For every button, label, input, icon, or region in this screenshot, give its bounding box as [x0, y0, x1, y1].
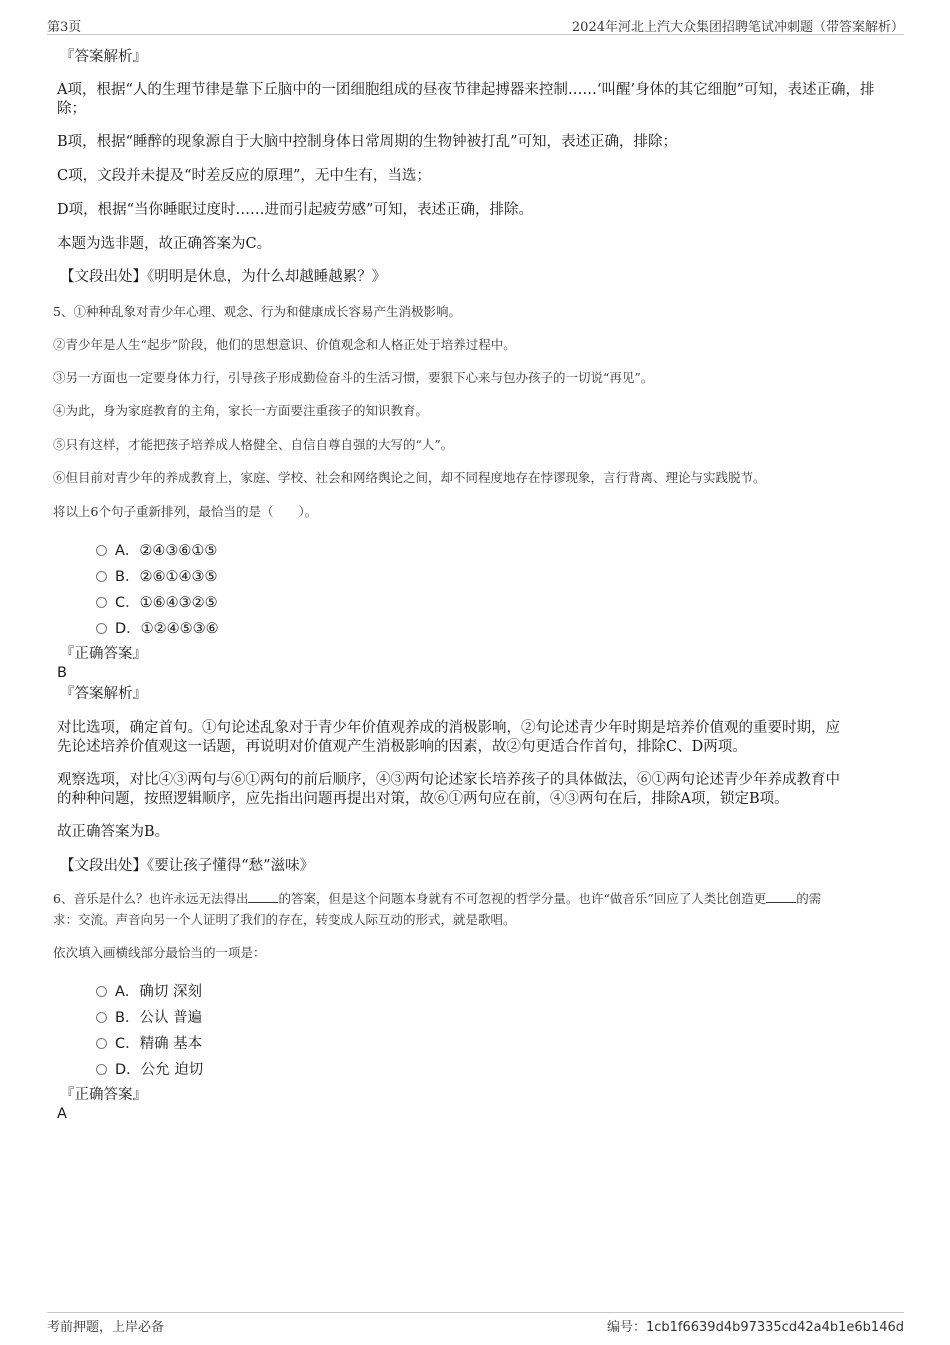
q5-analysis-p1-line1: 对比选项，确定首句。①句论述乱象对于青少年价值观养成的消极影响，②句论述青少年时期是培养价值观的重要时期，应: [57, 720, 840, 736]
page-number: 第3页: [47, 20, 82, 35]
code-label: 编号：: [606, 1320, 646, 1335]
q5-option-d[interactable]: [96, 617, 219, 638]
option-text: ①②④⑤③⑥: [140, 621, 219, 637]
q5-sentence-2: ②青少年是人生“起步”阶段，他们的思想意识、价值观念和人格正处于培养过程中。: [53, 337, 516, 352]
q6-prompt: 依次填入画横线部分最恰当的一项是：: [53, 945, 266, 960]
analysis-label: 『答案解析』: [60, 49, 147, 65]
q6-answer: A: [57, 1106, 67, 1122]
analysis-c: C项，文段并未提及“时差反应的原理”，无中生有，当选；: [57, 168, 431, 184]
option-text: ①⑥④③②⑤: [139, 595, 218, 611]
radio-button[interactable]: [96, 1064, 107, 1075]
radio-button[interactable]: [96, 597, 107, 608]
q6-option-d[interactable]: [96, 1058, 203, 1079]
option-text: 公允 迫切: [140, 1062, 204, 1078]
q6-option-a[interactable]: [96, 980, 202, 1001]
q6-stem-part: 6、音乐是什么？也许永远无法得出: [53, 891, 249, 906]
radio-button[interactable]: [96, 545, 107, 556]
radio-button[interactable]: [96, 571, 107, 582]
option-letter: B．: [115, 569, 140, 585]
q6-stem-line1: [53, 888, 821, 910]
passage-source: 【文段出处】《明明是休息，为什么却越睡越累？》: [60, 269, 387, 285]
option-letter: D．: [115, 1062, 141, 1078]
radio-button[interactable]: [96, 623, 107, 634]
option-letter: A．: [115, 984, 140, 1000]
q5-sentence-5: ⑤只有这样，才能把孩子培养成人格健全、自信自尊自强的大写的“人”。: [53, 437, 454, 452]
q5-sentence-6: ⑥但目前对青少年的养成教育上，家庭、学校、社会和网络舆论之间，却不同程度地存在悖谬现象，言行背离、理论与实践脱节。: [53, 470, 766, 485]
q5-sentence-3: ③另一方面也一定要身体力行，引导孩子形成勤俭奋斗的生活习惯，要狠下心来与包办孩子的一切说“再见”。: [53, 370, 654, 385]
q5-option-b[interactable]: [96, 565, 217, 586]
footer-slogan: 考前押题，上岸必备: [47, 1320, 165, 1335]
option-letter: B．: [115, 1010, 140, 1026]
document-title: 2024年河北上汽大众集团招聘笔试冲刺题（带答案解析）: [571, 20, 904, 35]
analysis-a: A项，根据“人的生理节律是靠下丘脑中的一团细胞组成的昼夜节律起搏器来控制……‘叫醒’身体的其它细胞”可知，表述正确，排除；: [57, 82, 875, 117]
analysis-d: D项，根据“当你睡眠过度时……进而引起疲劳感”可知，表述正确，排除。: [57, 202, 533, 218]
option-letter: C．: [115, 1036, 140, 1052]
q5-conclusion: 故正确答案为B。: [57, 824, 170, 840]
q5-option-c[interactable]: [96, 591, 218, 612]
radio-button[interactable]: [96, 1012, 107, 1023]
option-text: 确切 深刻: [139, 984, 203, 1000]
q6-stem-part: 的需: [796, 891, 822, 906]
q5-analysis-label: 『答案解析』: [60, 686, 147, 702]
q5-option-a[interactable]: [96, 539, 217, 560]
q6-answer-label: 『正确答案』: [60, 1087, 147, 1103]
q5-source: 【文段出处】《要让孩子懂得“愁”滋味》: [60, 858, 315, 874]
q6-stem-line2: 求：交流。声音向另一个人证明了我们的存在，转变成人际互动的形式，就是歌唱。: [53, 912, 516, 927]
q5-prompt: 将以上6个句子重新排列，最恰当的是（ ）。: [53, 504, 318, 519]
option-text: 公认 普遍: [139, 1010, 203, 1026]
q5-answer-label: 『正确答案』: [60, 646, 147, 662]
q5-analysis-p2-line1: 观察选项，对比④③两句与⑥①两句的前后顺序，④③两句论述家长培养孩子的具体做法，⑥①两句论述青少年养成教育中: [57, 772, 840, 788]
q5-sentence-1: 5、①种种乱象对青少年心理、观念、行为和健康成长容易产生消极影响。: [53, 304, 461, 319]
radio-button[interactable]: [96, 986, 107, 997]
q5-analysis-p2-line2: 的种种问题，按照逻辑顺序，应先指出问题再提出对策，故⑥①两句应在前，④③两句在后，排除A项，锁定B项。: [57, 791, 789, 807]
option-text: ②⑥①④③⑤: [139, 569, 218, 585]
q5-sentence-4: ④为此，身为家庭教育的主角，家长一方面要注重孩子的知识教育。: [53, 403, 429, 418]
q5-analysis-p1-line2: 先论述培养价值观这一话题，再说明对价值观产生消极影响的因素，故②句更适合作首句，排除C、D两项。: [57, 739, 747, 755]
option-letter: D．: [115, 621, 141, 637]
option-letter: C．: [115, 595, 140, 611]
page-header: [47, 14, 904, 35]
radio-button[interactable]: [96, 1038, 107, 1049]
option-letter: A．: [115, 543, 140, 559]
fill-blank-1: [248, 890, 278, 903]
document-code: [607, 1316, 904, 1335]
fill-blank-2: [766, 890, 796, 903]
option-text: 精确 基本: [139, 1036, 203, 1052]
option-text: ②④③⑥①⑤: [139, 543, 218, 559]
analysis-conclusion: 本题为选非题，故正确答案为C。: [57, 236, 272, 252]
q5-answer: B: [57, 665, 67, 681]
q6-option-b[interactable]: [96, 1006, 202, 1027]
analysis-b: B项，根据“睡醉的现象源自于大脑中控制身体日常周期的生物钟被打乱”可知，表述正确，排除；: [57, 134, 677, 150]
page-footer: [47, 1312, 904, 1337]
q6-stem-part: 的答案，但是这个问题本身就有不可忽视的哲学分量。也许“做音乐”回应了人类比创造更: [278, 891, 767, 906]
code-value: 1cb1f6639d4b97335cd42a4b1e6b146d: [645, 1320, 904, 1335]
q6-option-c[interactable]: [96, 1032, 202, 1053]
